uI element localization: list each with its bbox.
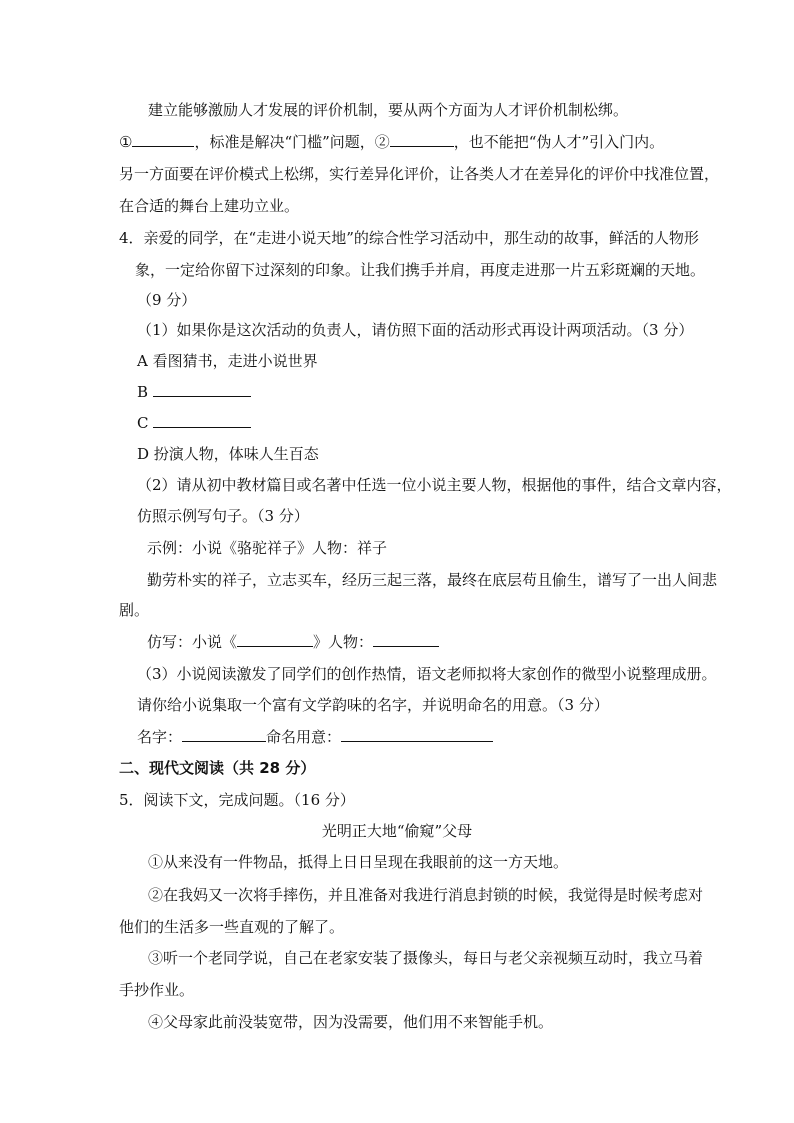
question-4-score: （9 分） [137,291,197,309]
question-4-line: 象，一定给你留下过深刻的印象。让我们携手并肩，再度走进那一片五彩斑斓的天地。 [135,261,706,279]
option-b: B [137,382,251,402]
sub-question-2: 仿照示例写句子。（3 分） [137,507,309,525]
collection-name-blank[interactable] [182,727,266,742]
option-c-blank[interactable] [153,413,251,428]
answer-blank-2[interactable] [390,132,454,147]
article-title: 光明正大地“偷窥”父母 [321,822,473,840]
sub-question-3: 请你给小说集取一个富有文学韵味的名字，并说明命名的用意。（3 分） [137,696,609,714]
question-5: 5．阅读下文，完成问题。（16 分） [119,791,355,809]
sub-question-1: （1）如果你是这次活动的负责人，请仿照下面的活动形式再设计两项活动。（3 分） [137,321,694,339]
option-a: A 看图猜书，走进小说世界 [137,352,318,370]
paragraph-line: 另一方面要在评价模式上松绑，实行差异化评价，让各类人才在差异化的评价中找准位置， [119,165,720,183]
option-b-blank[interactable] [153,382,251,397]
character-blank[interactable] [373,632,439,647]
article-paragraph-1: ①从来没有一件物品，抵得上日日呈现在我眼前的这一方天地。 [148,853,569,871]
article-paragraph-3: ③听一个老同学说，自己在老家安装了摄像头，每日与老父亲视频互动时，我立马着 [148,949,704,967]
text-segment: ，也不能把“伪人才”引入门内。 [453,133,665,151]
text-segment: ，标准是解决“门槛”问题，② [194,133,390,151]
circled-number: ① [119,133,133,151]
name-answer-line: 名字： 命名用意： [137,727,493,747]
question-4-line: 4．亲爱的同学，在“走进小说天地”的综合性学习活动中，那生动的故事，鲜活的人物形 [119,229,699,247]
example-text: 剧。 [119,601,150,619]
naming-intent-blank[interactable] [341,727,493,742]
example-text: 勤劳朴实的祥子，立志买车，经历三起三落，最终在底层苟且偷生，谱写了一出人间悲 [147,571,718,589]
sub-question-3: （3）小说阅读激发了同学们的创作热情，语文老师拟将大家创作的微型小说整理成册。 [137,665,717,683]
example-header: 示例：小说《骆驼祥子》人物：祥子 [147,539,388,557]
article-paragraph-4: ④父母家此前没装宽带，因为没需要，他们用不来智能手机。 [148,1013,554,1031]
imitate-line: 仿写：小说《 》人物： [147,632,439,652]
answer-blank-1[interactable] [132,132,194,147]
paragraph-line: 建立能够激励人才发展的评价机制，要从两个方面为人才评价机制松绑。 [148,101,629,119]
option-c: C [137,413,251,433]
novel-title-blank[interactable] [237,632,313,647]
article-paragraph-3: 手抄作业。 [119,981,195,999]
paragraph-line [119,132,664,152]
option-d: D 扮演人物，体味人生百态 [137,445,319,463]
paragraph-line: 在合适的舞台上建功立业。 [119,197,300,215]
article-paragraph-2: 他们的生活多一些直观的了解了。 [119,918,345,936]
sub-question-2: （2）请从初中教材篇目或名著中任选一位小说主要人物，根据他的事件，结合文章内容， [137,476,732,494]
article-paragraph-2: ②在我妈又一次将手摔伤，并且准备对我进行消息封锁的时候，我觉得是时候考虑对 [148,886,704,904]
section-heading: 二、现代文阅读（共 28 分） [119,759,316,777]
